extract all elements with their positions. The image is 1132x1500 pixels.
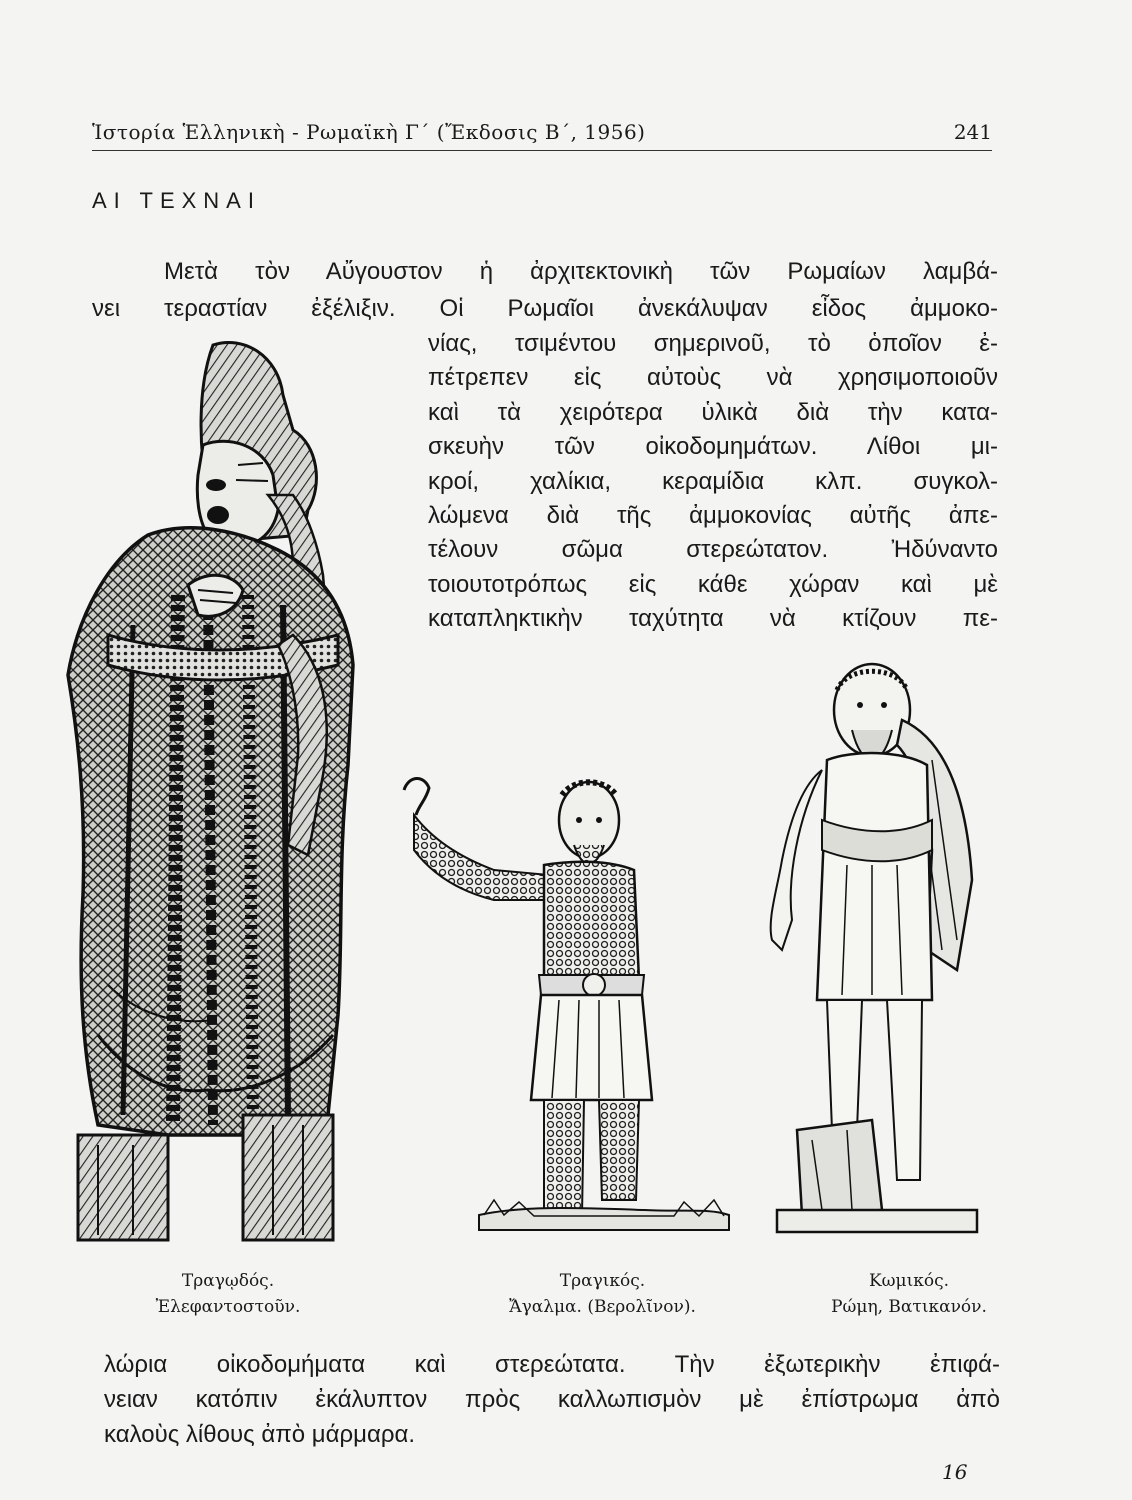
page-number: 241 (953, 120, 992, 144)
text-line: πέτρεπεν εἰς αὐτοὺς νὰ χρησιμοποιοῦν (428, 364, 998, 392)
caption-line: Ρώμη, Βατικανόν. (831, 1297, 987, 1317)
continuation-paragraph (104, 1347, 1000, 1452)
column-paragraph (428, 327, 998, 637)
text-line: καλοὺς λίθους ἀπὸ μάρμαρα. (104, 1421, 416, 1448)
caption-line: Κωμικός. (868, 1271, 950, 1291)
figure-caption-comic-actor (795, 1268, 1023, 1320)
tragic-actor-illustration (38, 335, 378, 1245)
text-line: τοιουτοτρόπως εἰς κάθε χώραν καὶ μὲ (428, 570, 998, 598)
intro-paragraph (92, 253, 998, 327)
tragic-statue-illustration (384, 760, 734, 1260)
text-line: νειαν κατόπιν ἐκάλυπτον πρὸς καλλωπισμὸν μὲ ἐπίστρωμα ἀπὸ (104, 1386, 1000, 1413)
text-line: καταπληκτικὴν ταχύτητα νὰ κτίζουν πε- (428, 605, 998, 633)
caption-line: Τραγῳδός. (181, 1271, 275, 1291)
running-header (92, 118, 992, 151)
caption-line: Ἄγαλμα. (Βερολῖνον). (509, 1297, 696, 1317)
text-line: λώρια οἰκοδομήματα καὶ στερεώτατα. Τὴν ἐξωτερικὴν ἐπιφά- (104, 1351, 1000, 1378)
text-line: σκευὴν τῶν οἰκοδομημάτων. Λίθοι μι- (428, 433, 998, 461)
text-line: νίας, τσιμέντου σημερινοῦ, τὸ ὁποῖον ἐ- (428, 330, 998, 357)
text-line: κροί, χαλίκια, κεραμίδια κλπ. συγκολ- (428, 467, 998, 495)
caption-line: Ἐλεφαντοστοῦν. (155, 1297, 301, 1317)
caption-line: Τραγικός. (559, 1271, 646, 1291)
text-line: νει τεραστίαν ἐξέλιξιν. Οἱ Ρωμαῖοι ἀνεκάλυψαν εἶδος ἀμμοκο- (92, 295, 998, 322)
figure-caption-tragic-actor (118, 1268, 338, 1320)
text-line: Μετὰ τὸν Αὔγουστον ἡ ἀρχιτεκτονικὴ τῶν Ρωμαίων λαμβά- (164, 258, 998, 285)
text-line: τέλουν σῶμα στερεώτατον. Ἠδύναντο (428, 536, 998, 564)
section-title: ΑΙ ΤΕΧΝΑΙ (92, 188, 261, 213)
text-line: καὶ τὰ χειρότερα ὑλικὰ διὰ τὴν κατα- (428, 398, 998, 426)
header-title: Ἱστορία Ἑλληνικὴ - Ρωμαϊκὴ Γ΄ (Ἔκδοσις Β΄, 1956) (92, 120, 646, 144)
signature-number: 16 (942, 1460, 968, 1484)
figure-caption-tragic-statue (465, 1268, 740, 1320)
text-line: λώμενα διὰ τῆς ἀμμοκονίας αὐτῆς ἀπε- (428, 502, 998, 530)
comic-actor-illustration (752, 650, 1002, 1250)
